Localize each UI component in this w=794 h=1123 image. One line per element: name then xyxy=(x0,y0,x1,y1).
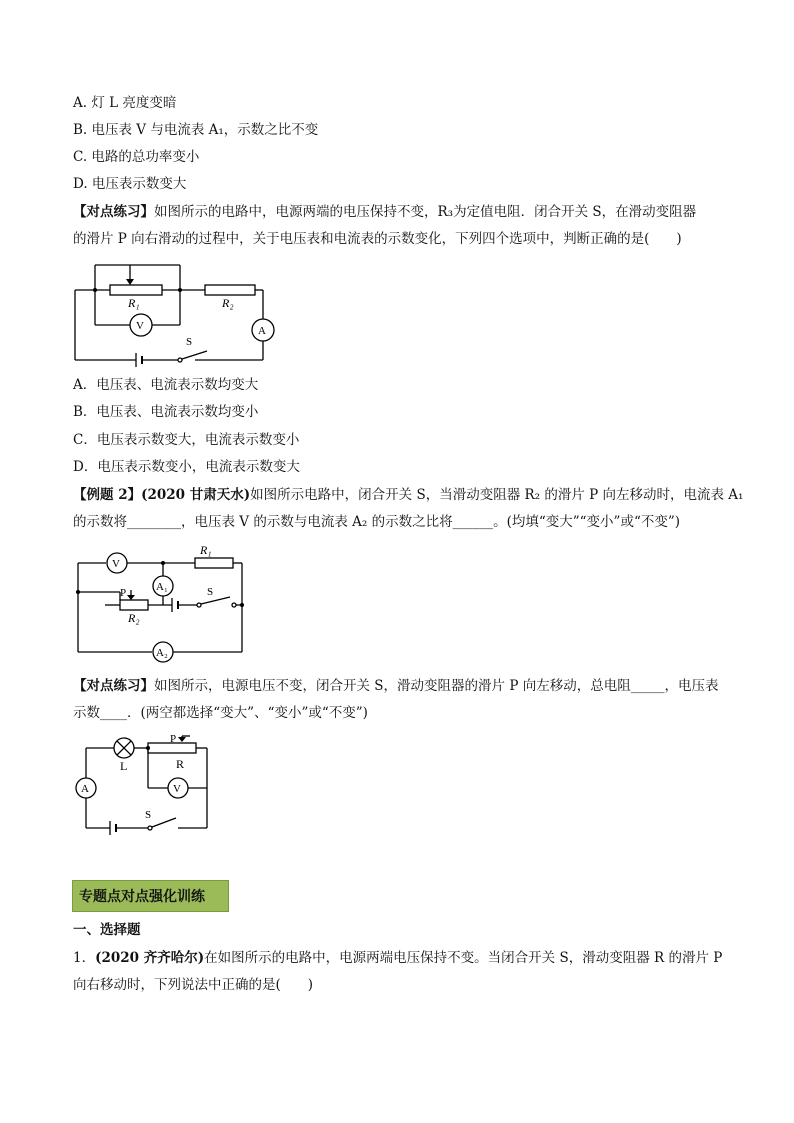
q1-number: 1． xyxy=(73,950,96,966)
practice2-text-line1 xyxy=(73,676,718,696)
label-voltmeter: V xyxy=(173,783,181,795)
label-r2: R₂ xyxy=(128,611,140,625)
practice2-circuit-diagram xyxy=(70,732,220,837)
label-slider-p: P xyxy=(170,733,177,745)
label-rheostat: R xyxy=(176,757,185,771)
practice1-option-b: B．电压表、电流表示数均变小 xyxy=(73,404,259,420)
example2-text-line1 xyxy=(73,485,743,505)
example2-circuit-diagram xyxy=(70,542,250,667)
label-slider-p: P xyxy=(120,587,127,599)
practice1-option-d: D．电压表示数变小，电流表示数变大 xyxy=(73,459,300,475)
label-ammeter: A xyxy=(258,325,266,337)
label-r1: R₁ xyxy=(128,296,140,310)
practice2-text-line2: 示数____．(两空都选择“变大”、“变小”或“不变”) xyxy=(73,705,368,721)
label-r1: R₁ xyxy=(200,543,212,557)
label-ammeter: A xyxy=(81,783,89,795)
label-ammeter-a2: A₂ xyxy=(156,647,168,659)
section-banner-label: 专题点对点强化训练 xyxy=(79,889,205,905)
label-ammeter-a1: A₁ xyxy=(156,581,168,593)
section-banner xyxy=(72,880,229,912)
label-r2: R₂ xyxy=(222,296,234,310)
q1-tag: (2020 齐齐哈尔) xyxy=(95,950,205,966)
practice1-option-a: A．电压表、电流表示数均变大 xyxy=(73,377,259,393)
option-a: A. 灯 L 亮度变暗 xyxy=(73,95,177,111)
practice1-option-c: C．电压表示数变大，电流表示数变小 xyxy=(73,432,300,448)
practice1-text-line2: 的滑片 P 向右滑动的过程中，关于电压表和电流表的示数变化，下列四个选项中，判断正确的是( ) xyxy=(73,231,682,247)
q1-text-line2: 向右移动时，下列说法中正确的是( ) xyxy=(73,977,314,993)
label-voltmeter: V xyxy=(136,320,144,332)
practice1-tag: 【对点练习】 xyxy=(73,204,154,220)
option-c: C. 电路的总功率变小 xyxy=(73,149,200,165)
example2-tag: 【例题 2】(2020 甘肃天水) xyxy=(73,487,251,503)
practice2-stem: 如图所示，电源电压不变，闭合开关 S，滑动变阻器的滑片 P 向左移动，总电阻_____，电压表 xyxy=(154,678,719,694)
label-switch: S xyxy=(145,809,152,821)
option-b: B. 电压表 V 与电流表 A₁，示数之比不变 xyxy=(73,122,319,138)
label-switch: S xyxy=(186,336,193,348)
example2-text-line2: 的示数将________，电压表 V 的示数与电流表 A₂ 的示数之比将______。(均填“变大”“变小”或“不变”) xyxy=(73,514,681,530)
q1-text-line1 xyxy=(73,948,722,968)
section-heading: 一、选择题 xyxy=(73,922,141,938)
practice1-circuit-diagram xyxy=(70,255,280,370)
label-lamp: L xyxy=(120,759,128,773)
option-d: D. 电压表示数变大 xyxy=(73,176,187,192)
label-voltmeter: V xyxy=(112,558,120,570)
practice1-stem: 如图所示的电路中，电源两端的电压保持不变，R₃为定值电阻．闭合开关 S，在滑动变阻器 xyxy=(154,204,697,220)
q1-stem: 在如图所示的电路中，电源两端电压保持不变。当闭合开关 S，滑动变阻器 R 的滑片 P xyxy=(204,950,723,966)
example2-stem: 如图所示电路中，闭合开关 S，当滑动变阻器 R₂ 的滑片 P 向左移动时，电流表 A₁ xyxy=(250,487,744,503)
practice1-text-line1 xyxy=(73,202,696,222)
label-switch: S xyxy=(207,586,214,598)
practice2-tag: 【对点练习】 xyxy=(73,678,154,694)
